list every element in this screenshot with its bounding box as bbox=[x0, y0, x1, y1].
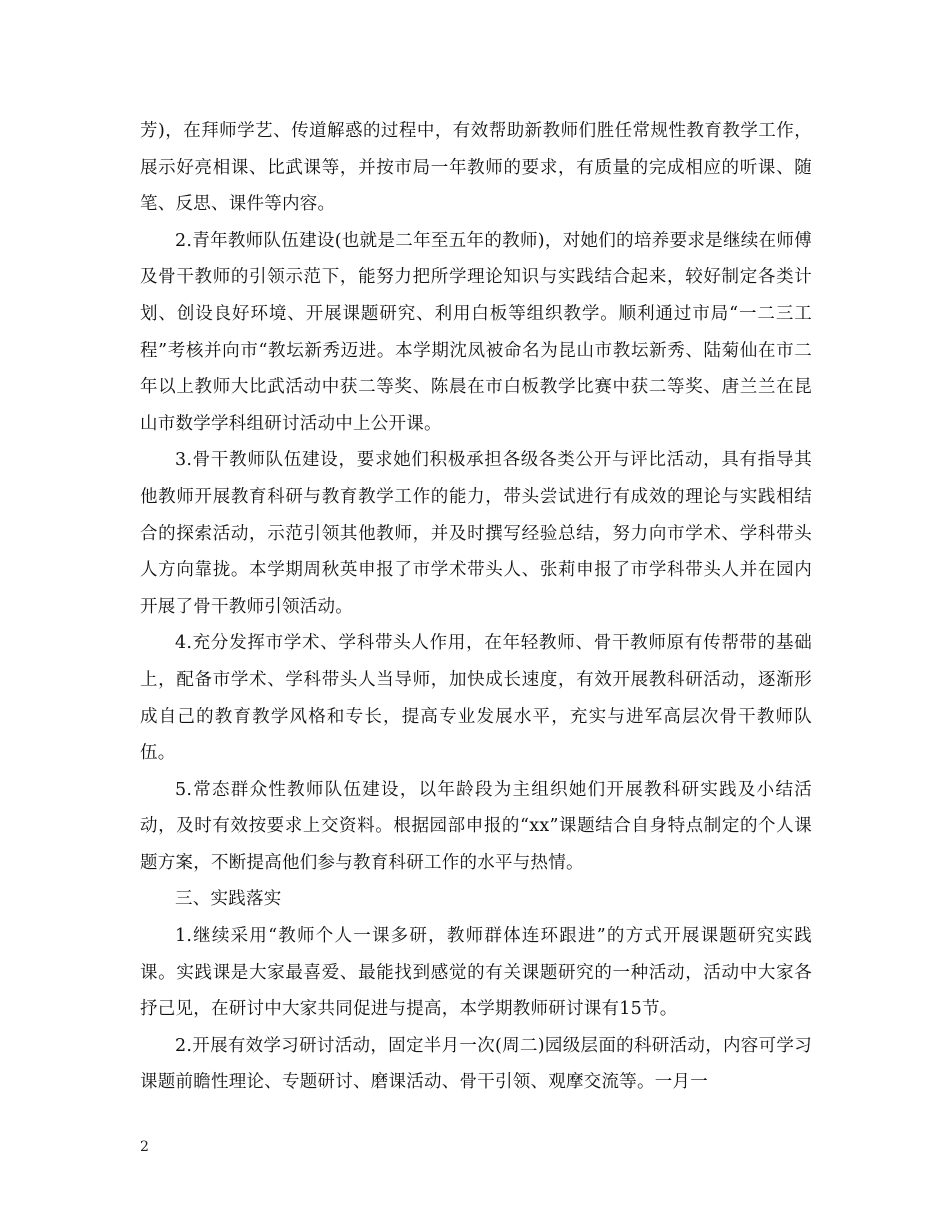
paragraph-practice-lessons: 1.继续采用“教师个人一课多研，教师群体连环跟进”的方式开展课题研究实践课。实践课是大家最喜爱、最能找到感觉的有关课题研究的一种活动，活动中大家各抒己见，在研讨中大家共同促进与提高，本学期教师研讨课有15节。 bbox=[140, 926, 812, 1020]
section-heading-practice: 三、实践落实 bbox=[175, 889, 282, 910]
page-number: 2 bbox=[140, 1139, 149, 1155]
paragraph-study-activities: 2.开展有效学习研讨活动，固定半月一次(周二)园级层面的科研活动，内容可学习课题前瞻性理论、专题研讨、磨课活动、骨干引领、观摩交流等。一月一 bbox=[140, 1035, 812, 1093]
paragraph-young-teachers: 2.青年教师队伍建设(也就是二年至五年的教师)，对她们的培养要求是继续在师傅及骨干教师的引领示范下，能努力把所学理论知识与实践结合起来，较好制定各类计划、创设良好环境、开展课题研究、利用白板等组织教学。顺利通过市局“一二三工程”考核并向市“教坛新秀迈进。本学期沈凤被命名为昆山市教坛新秀、陆菊仙在市二年以上教师大比武活动中获二等奖、陈晨在市白板教学比赛中获二等奖、唐兰兰在昆山市数学学科组研讨活动中上公开课。 bbox=[140, 230, 812, 434]
paragraph-general-teachers: 5.常态群众性教师队伍建设，以年龄段为主组织她们开展教科研实践及小结活动，及时有效按要求上交资料。根据园部申报的“xx”课题结合自身特点制定的个人课题方案，不断提高他们参与教育科研工作的水平与热情。 bbox=[140, 779, 812, 873]
document-body bbox=[140, 113, 812, 1101]
paragraph-continuation: 芳)，在拜师学艺、传道解惑的过程中，有效帮助新教师们胜任常规性教育教学工作，展示好亮相课、比武课等，并按市局一年教师的要求，有质量的完成相应的听课、随笔、反思、课件等内容。 bbox=[140, 121, 812, 215]
paragraph-backbone-teachers: 3.骨干教师队伍建设，要求她们积极承担各级各类公开与评比活动，具有指导其他教师开展教育科研与教育教学工作的能力，带头尝试进行有成效的理论与实践相结合的探索活动，示范引领其他教师，并及时撰写经验总结，努力向市学术、学科带头人方向靠拢。本学期周秋英申报了市学术带头人、张莉申报了市学科带头人并在园内开展了骨干教师引领活动。 bbox=[140, 450, 812, 617]
paragraph-subject-leaders: 4.充分发挥市学术、学科带头人作用，在年轻教师、骨干教师原有传帮带的基础上，配备市学术、学科带头人当导师，加快成长速度，有效开展教科研活动，逐渐形成自己的教育教学风格和专长，提高专业发展水平，充实与进军高层次骨干教师队伍。 bbox=[140, 633, 812, 764]
